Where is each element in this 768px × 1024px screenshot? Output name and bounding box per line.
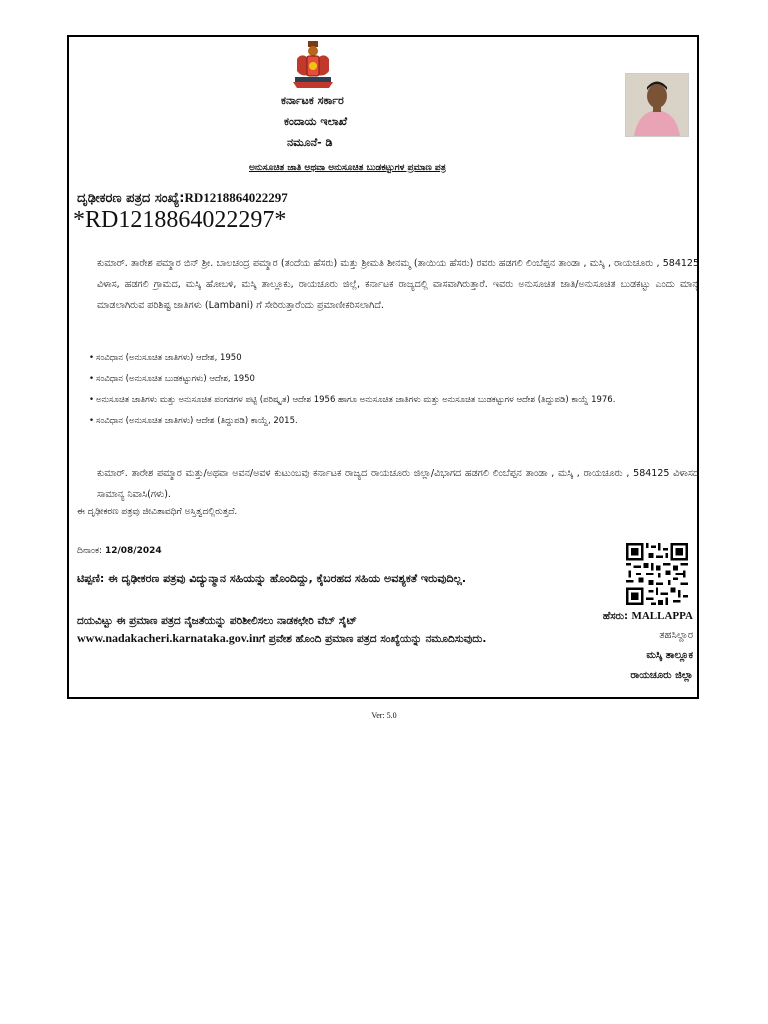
signatory-designation: ತಹಸಿಲ್ದಾರ bbox=[659, 630, 693, 641]
certificate-number: RD1218864022297 bbox=[184, 190, 288, 205]
applicant-photo-image bbox=[626, 74, 688, 136]
certificate-title: ಅನುಸೂಚಿತ ಜಾತಿ ಅಥವಾ ಅನುಸೂಚಿತ ಬುಡಕಟ್ಟುಗಳ ಪ್ರಮಾಣ ಪತ್ರ bbox=[249, 163, 446, 173]
orders-list bbox=[89, 348, 699, 432]
certificate-number-label: ದೃಢೀಕರಣ ಪತ್ರದ ಸಂಖ್ಯೆ: bbox=[77, 191, 185, 206]
karnataka-emblem-icon bbox=[291, 41, 335, 89]
certificate-body-paragraph: ಕುಮಾರ್. ತಾರೇಶ ಪಮ್ಮಾರ ಬಿನ್ ಶ್ರೀ. ಬಾಲಚಂದ್ರ ಪಮ್ಮಾರ (ತಂದೆಯ ಹೆಸರು) ಮತ್ತು ಶ್ರೀಮತಿ ಶೀನಮ್ಮ (ತಾಯಿಯ ಹೆಸರು) ರವರು ಹಡಗಲಿ ಲಿಂಬೆಪ್ಪನ ತಾಂಡಾ , ಮಸ್ಕಿ , ರಾಯಚೂರು , 584125 ವಿಳಾಸ, ಹಡಗಲಿ ಗ್ರಾಮದ, ಮಸ್ಕಿ ಹೋಬಳಿ, ಮಸ್ಕಿ ತಾಲ್ಲೂಕು, ರಾಯಚೂರು ಜಿಲ್ಲೆ, ಕರ್ನಾಟಕ ರಾಜ್ಯದಲ್ಲಿ ವಾಸವಾಗಿರುತ್ತಾರೆ. ಇವರು ಅನುಸೂಚಿತ ಜಾತಿ/ಅನುಸೂಚಿತ ಬುಡಕಟ್ಟು ಎಂದು ಮಾನ್ಯ ಮಾಡಲಾಗಿರುವ ಪರಿಶಿಷ್ಟ ಜಾತಿಗಳು (Lambani) ಗೆ ಸೇರಿರುತ್ತಾರೆಂದು ಪ್ರಮಾಣೀಕರಿಸಲಾಗಿದೆ. bbox=[97, 258, 699, 311]
signatory-name bbox=[603, 610, 693, 622]
signatory-taluk: ಮಸ್ಕಿ ತಾಲ್ಲೂಕ bbox=[646, 650, 693, 661]
date-label: ದಿನಾಂಕ: bbox=[77, 546, 103, 556]
government-heading: ಕರ್ನಾಟಕ ಸರ್ಕಾರ bbox=[281, 94, 344, 107]
esign-note: ಟಿಪ್ಪಣಿ: ಈ ದೃಢೀಕರಣ ಪತ್ರವು ವಿದ್ಯುನ್ಮಾನ ಸಹಿಯನ್ನು ಹೊಂದಿದ್ದು, ಕೈಬರಹದ ಸಹಿಯ ಅವಶ್ಯಕತೆ ಇರುವುದಿಲ್ಲ. bbox=[77, 572, 467, 585]
date-value: 12/08/2024 bbox=[104, 546, 162, 556]
issue-date bbox=[77, 546, 162, 556]
form-heading: ನಮೂನೆ- ಡಿ bbox=[287, 136, 333, 149]
barcode-text: *RD1218864022297* bbox=[73, 207, 287, 233]
residence-paragraph: ಕುಮಾರ್. ತಾರೇಶ ಪಮ್ಮಾರ ಮತ್ತು/ಅಥವಾ ಅವನ/ಅವಳ ಕುಟುಂಬವು ಕರ್ನಾಟಕ ರಾಜ್ಯದ ರಾಯಚೂರು ಜಿಲ್ಲಾ/ವಿಭಾಗದ ಹಡಗಲಿ ಲಿಂಬೆಪ್ಪನ ತಾಂಡಾ , ಮಸ್ಕಿ , ರಾಯಚೂರು , 584125 ವಿಳಾಸದ ಸಾಮಾನ್ಯ ನಿವಾಸಿ(ಗಳು). bbox=[97, 468, 699, 500]
verification-url-link[interactable]: www.nadakacheri.karnataka.gov.in bbox=[77, 631, 260, 645]
verification-instructions bbox=[77, 613, 517, 648]
list-item: • ಸಂವಿಧಾನ (ಅನುಸೂಚಿತ ಜಾತಿಗಳು) ಆದೇಶ (ತಿದ್ದುಪಡಿ) ಕಾಯ್ದೆ, 2015. bbox=[89, 411, 699, 432]
visit-text-pre: ದಯವಿಟ್ಟು ಈ ಪ್ರಮಾಣ ಪತ್ರದ ನೈಜತೆಯನ್ನು ಪರಿಶೀಲಿಸಲು ನಾಡಕಛೇರಿ ವೆಬ್ ಸೈಟ್ bbox=[77, 615, 357, 627]
signatory-district: ರಾಯಚೂರು ಜಿಲ್ಲಾ bbox=[630, 670, 693, 681]
version-label: Ver: 5.0 bbox=[371, 711, 397, 720]
certificate-frame bbox=[67, 35, 699, 699]
visit-text-post: ಗೆ ಪ್ರವೇಶ ಹೊಂದಿ ಪ್ರಮಾಣ ಪತ್ರದ ಸಂಖ್ಯೆಯನ್ನು ನಮೂದಿಸುವುದು. bbox=[259, 633, 487, 645]
applicant-photo bbox=[625, 73, 689, 137]
signatory-name-value: MALLAPPA bbox=[631, 610, 693, 622]
list-item: • ಸಂವಿಧಾನ (ಅನುಸೂಚಿತ ಜಾತಿಗಳು) ಆದೇಶ, 1950 bbox=[89, 348, 699, 369]
department-heading: ಕಂದಾಯ ಇಲಾಖೆ bbox=[284, 115, 348, 128]
certificate-number-line bbox=[77, 190, 288, 206]
validity-text: ಈ ದೃಢೀಕರಣ ಪತ್ರವು ಜೀವಿತಾವಧಿಗೆ ಅಸ್ತಿತ್ವದಲ್ಲಿರುತ್ತದೆ. bbox=[77, 507, 238, 517]
list-item: • ಸಂವಿಧಾನ (ಅನುಸೂಚಿತ ಬುಡಕಟ್ಟುಗಳು) ಆದೇಶ, 1950 bbox=[89, 369, 699, 390]
qr-code-icon bbox=[626, 543, 688, 605]
list-item: • ಅನುಸೂಚಿತ ಜಾತಿಗಳು ಮತ್ತು ಅನುಸೂಚಿತ ಪಂಗಡಗಳ ಪಟ್ಟಿ (ಪರಿಷ್ಕೃತ) ಆದೇಶ 1956 ಹಾಗೂ ಅನುಸೂಚಿತ ಜಾತಿಗಳು ಮತ್ತು ಅನುಸೂಚಿತ ಬುಡಕಟ್ಟುಗಳ ಆದೇಶ (ತಿದ್ದುಪಡಿ) ಕಾಯ್ದೆ 1976. bbox=[89, 390, 699, 411]
signatory-name-label: ಹೆಸರು: bbox=[602, 611, 628, 622]
